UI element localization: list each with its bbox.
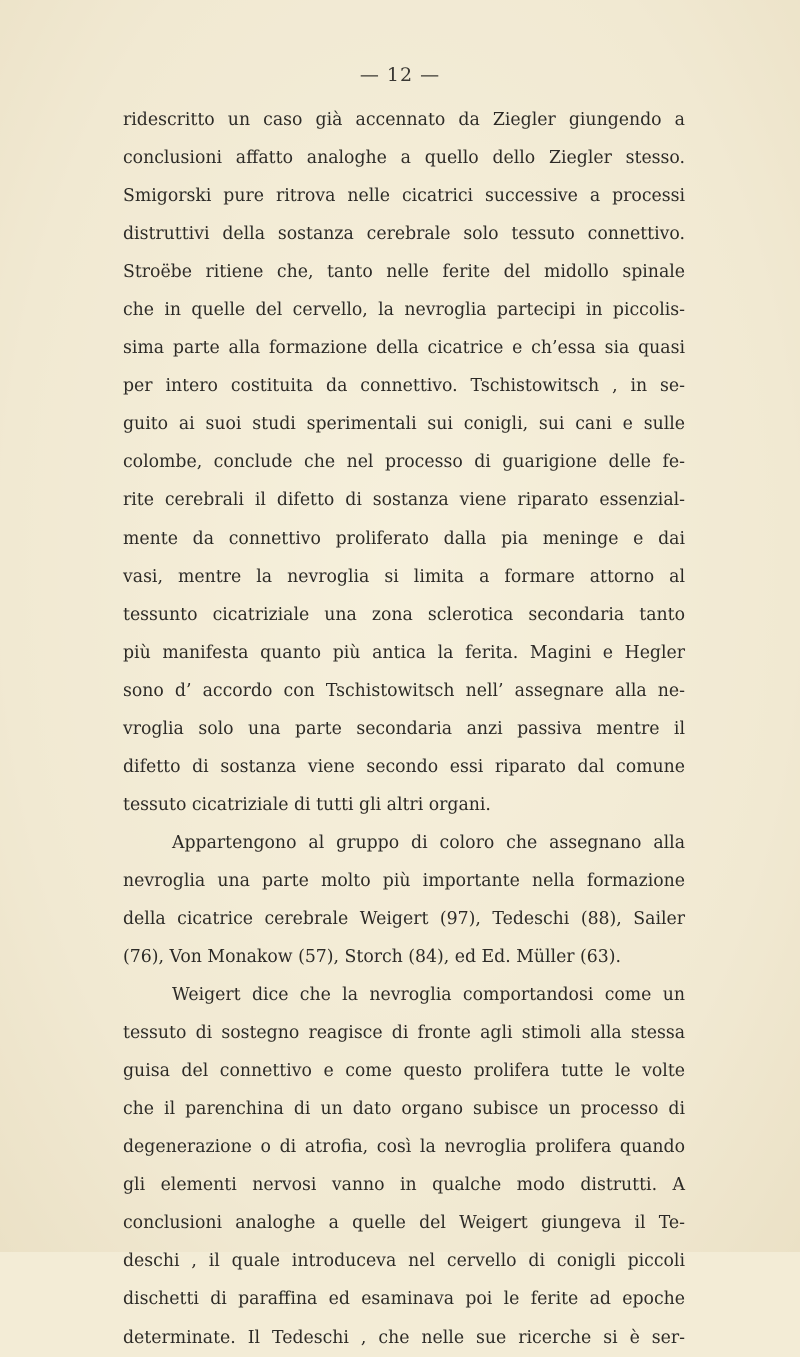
text-line: rite cerebrali il difetto di sostanza viene riparato essenzial- [123, 490, 685, 511]
text-line: vroglia solo una parte secondaria anzi passiva mentre il [123, 718, 685, 739]
text-line: sono d’ accordo con Tschistowitsch nell’ assegnare alla ne- [123, 680, 685, 701]
text-line: colombe, conclude che nel processo di guarigione delle fe- [123, 452, 685, 473]
text-line: tessuto di sostegno reagisce di fronte agli stimoli alla stessa [123, 1023, 685, 1044]
text-line: sima parte alla formazione della cicatrice e ch’essa sia quasi [123, 338, 685, 359]
text-line: tessuto cicatriziale di tutti gli altri organi. [123, 794, 491, 815]
text-line: che in quelle del cervello, la nevroglia partecipi in piccolis- [123, 300, 685, 321]
text-line: conclusioni affatto analoghe a quello dello Ziegler stesso. [123, 148, 685, 169]
text-line: per intero costituita da connettivo. Tschistowitsch , in se- [123, 376, 685, 397]
page-number: — 12 — [359, 64, 441, 86]
text-line: più manifesta quanto più antica la ferita. Magini e Hegler [123, 642, 685, 663]
text-line: deschi , il quale introduceva nel cervello di conigli piccoli [123, 1251, 685, 1272]
text-line: Smigorski pure ritrova nelle cicatrici successive a processi [123, 186, 685, 207]
text-line: dischetti di paraffina ed esaminava poi le ferite ad epoche [123, 1289, 685, 1310]
text-line: determinate. Il Tedeschi , che nelle sue ricerche si è ser- [123, 1327, 685, 1348]
text-line: della cicatrice cerebrale Weigert (97), Tedeschi (88), Sailer [123, 908, 685, 929]
text-line: nevroglia una parte molto più importante nella formazione [123, 870, 685, 891]
text-line: ridescritto un caso già accennato da Ziegler giungendo a [123, 110, 685, 130]
text-line: (76), Von Monakow (57), Storch (84), ed Ed. Müller (63). [123, 947, 622, 968]
text-line: degenerazione o di atrofia, così la nevroglia prolifera quando [123, 1137, 685, 1158]
text-line: gli elementi nervosi vanno in qualche modo distrutti. A [123, 1175, 685, 1196]
text-line: Appartengono al gruppo di coloro che assegnano alla [172, 832, 685, 853]
body-text [123, 101, 685, 1357]
text-line: tessunto cicatriziale una zona sclerotica secondaria tanto [123, 604, 685, 625]
text-line: difetto di sostanza viene secondo essi riparato dal comune [123, 756, 685, 777]
text-line: distruttivi della sostanza cerebrale solo tessuto connettivo. [123, 224, 685, 245]
text-line: guisa del connettivo e come questo prolifera tutte le volte [123, 1061, 685, 1082]
text-line: conclusioni analoghe a quelle del Weigert giungeva il Te- [123, 1213, 685, 1234]
text-line: guito ai suoi studi sperimentali sui conigli, sui cani e sulle [123, 414, 685, 435]
text-line: Weigert dice che la nevroglia comportandosi come un [172, 985, 685, 1006]
text-line: vasi, mentre la nevroglia si limita a formare attorno al [123, 566, 685, 587]
text-line: mente da connettivo proliferato dalla pia meninge e dai [123, 528, 685, 549]
text-line: che il parenchina di un dato organo subisce un processo di [123, 1099, 685, 1120]
text-line: Stroëbe ritiene che, tanto nelle ferite del midollo spinale [123, 262, 685, 283]
